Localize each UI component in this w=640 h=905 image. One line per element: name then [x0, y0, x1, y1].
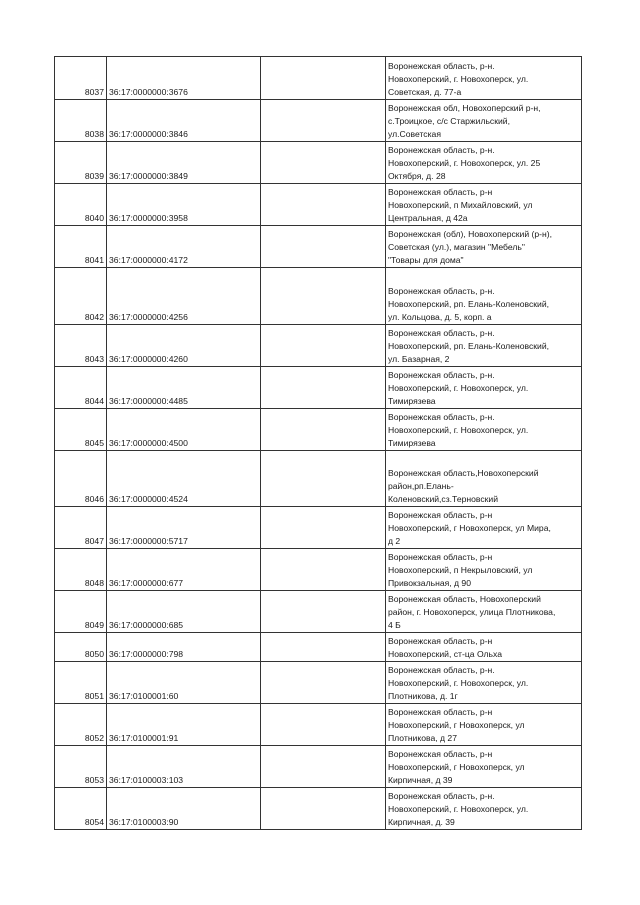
table-row — [55, 268, 582, 325]
cadastral-number: 36:17:0000000:798 — [107, 633, 261, 662]
address-cell: Воронежская область, р-н Новохоперский, ст-ца Ольха — [386, 633, 582, 662]
table-row — [55, 633, 582, 662]
row-number: 8053 — [55, 746, 107, 788]
cadastral-number: 36:17:0100003:103 — [107, 746, 261, 788]
address-cell: Воронежская (обл), Новохоперский (р-н), Советская (ул.), магазин "Мебель" "Товары для дома" — [386, 226, 582, 268]
address-cell: Воронежская область, р-н. Новохоперский, рп. Елань-Коленовский, ул. Кольцова, д. 5, корп. а — [386, 268, 582, 325]
cadastral-number: 36:17:0100003:90 — [107, 788, 261, 830]
cadastral-number: 36:17:0000000:4256 — [107, 268, 261, 325]
row-number: 8054 — [55, 788, 107, 830]
table-row — [55, 100, 582, 142]
row-number: 8050 — [55, 633, 107, 662]
records-table — [54, 56, 582, 830]
table-row — [55, 591, 582, 633]
cadastral-number: 36:17:0000000:677 — [107, 549, 261, 591]
empty-cell — [261, 57, 386, 100]
cadastral-number: 36:17:0100001:91 — [107, 704, 261, 746]
table-row — [55, 507, 582, 549]
table-row — [55, 451, 582, 507]
address-cell: Воронежская область, р-н Новохоперский, г Новохоперск, ул Кирпичная, д 39 — [386, 746, 582, 788]
cadastral-number: 36:17:0000000:4524 — [107, 451, 261, 507]
cadastral-number: 36:17:0000000:4485 — [107, 367, 261, 409]
row-number: 8049 — [55, 591, 107, 633]
address-cell: Воронежская область, р-н Новохоперский, п Михайловский, ул Центральная, д 42а — [386, 184, 582, 226]
empty-cell — [261, 226, 386, 268]
cadastral-number: 36:17:0100001:60 — [107, 662, 261, 704]
cadastral-number: 36:17:0000000:5717 — [107, 507, 261, 549]
row-number: 8043 — [55, 325, 107, 367]
row-number: 8051 — [55, 662, 107, 704]
cadastral-number: 36:17:0000000:4500 — [107, 409, 261, 451]
cadastral-number: 36:17:0000000:3958 — [107, 184, 261, 226]
empty-cell — [261, 142, 386, 184]
cadastral-number: 36:17:0000000:4260 — [107, 325, 261, 367]
table-row — [55, 409, 582, 451]
address-cell: Воронежская область, Новохоперский район, г. Новохоперск, улица Плотникова, 4 Б — [386, 591, 582, 633]
address-cell: Воронежская область, р-н. Новохоперский, рп. Елань-Коленовский, ул. Базарная, 2 — [386, 325, 582, 367]
table-row — [55, 704, 582, 746]
row-number: 8046 — [55, 451, 107, 507]
row-number: 8044 — [55, 367, 107, 409]
empty-cell — [261, 788, 386, 830]
empty-cell — [261, 409, 386, 451]
empty-cell — [261, 662, 386, 704]
table-row — [55, 142, 582, 184]
cadastral-number: 36:17:0000000:3849 — [107, 142, 261, 184]
table-row — [55, 184, 582, 226]
empty-cell — [261, 746, 386, 788]
row-number: 8040 — [55, 184, 107, 226]
address-cell: Воронежская область, р-н. Новохоперский, г. Новохоперск, ул. Тимирязева — [386, 367, 582, 409]
address-cell: Воронежская область, р-н Новохоперский, п Некрыловский, ул Привокзальная, д 90 — [386, 549, 582, 591]
cadastral-number: 36:17:0000000:4172 — [107, 226, 261, 268]
empty-cell — [261, 451, 386, 507]
empty-cell — [261, 549, 386, 591]
table-row — [55, 325, 582, 367]
cadastral-number: 36:17:0000000:3676 — [107, 57, 261, 100]
table-row — [55, 367, 582, 409]
empty-cell — [261, 268, 386, 325]
address-cell: Воронежская область, р-н. Новохоперский, г. Новохоперск, ул. 25 Октября, д. 28 — [386, 142, 582, 184]
table-row — [55, 226, 582, 268]
records-body — [55, 57, 582, 830]
row-number: 8041 — [55, 226, 107, 268]
row-number: 8039 — [55, 142, 107, 184]
empty-cell — [261, 507, 386, 549]
empty-cell — [261, 633, 386, 662]
address-cell: Воронежская область, р-н. Новохоперский, г. Новохоперск, ул. Советская, д. 77-а — [386, 57, 582, 100]
empty-cell — [261, 325, 386, 367]
row-number: 8052 — [55, 704, 107, 746]
address-cell: Воронежская область, р-н. Новохоперский, г. Новохоперск, ул. Тимирязева — [386, 409, 582, 451]
empty-cell — [261, 591, 386, 633]
table-row — [55, 746, 582, 788]
row-number: 8042 — [55, 268, 107, 325]
empty-cell — [261, 184, 386, 226]
empty-cell — [261, 100, 386, 142]
address-cell: Воронежская область, р-н. Новохоперский, г. Новохоперск, ул. Кирпичная, д. 39 — [386, 788, 582, 830]
table-row — [55, 662, 582, 704]
empty-cell — [261, 704, 386, 746]
address-cell: Воронежская область, р-н Новохоперский, г Новохоперск, ул Плотникова, д 27 — [386, 704, 582, 746]
address-cell: Воронежская область, р-н. Новохоперский, г. Новохоперск, ул. Плотникова, д. 1г — [386, 662, 582, 704]
cadastral-number: 36:17:0000000:685 — [107, 591, 261, 633]
row-number: 8045 — [55, 409, 107, 451]
row-number: 8038 — [55, 100, 107, 142]
address-cell: Воронежская область,Новохоперский район,рп.Елань- Коленовский,сз.Терновский — [386, 451, 582, 507]
address-cell: Воронежская обл, Новохоперский р-н, с.Троицкое, с/с Старжильский, ул.Советская — [386, 100, 582, 142]
row-number: 8048 — [55, 549, 107, 591]
table-row — [55, 788, 582, 830]
row-number: 8037 — [55, 57, 107, 100]
address-cell: Воронежская область, р-н Новохоперский, г Новохоперск, ул Мира, д 2 — [386, 507, 582, 549]
empty-cell — [261, 367, 386, 409]
table-row — [55, 57, 582, 100]
cadastral-number: 36:17:0000000:3846 — [107, 100, 261, 142]
table-row — [55, 549, 582, 591]
row-number: 8047 — [55, 507, 107, 549]
